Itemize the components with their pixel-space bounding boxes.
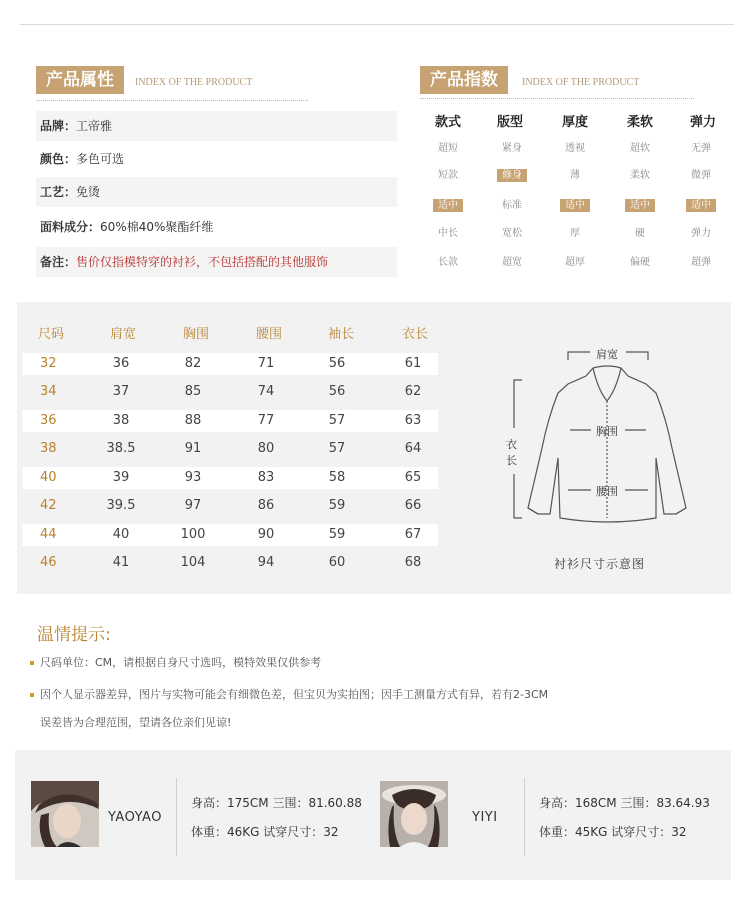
size-cell: 41 bbox=[112, 555, 130, 570]
attr-craft bbox=[36, 177, 397, 207]
index-option-selected: 适中 bbox=[418, 198, 478, 214]
index-option: 标准 bbox=[502, 200, 522, 211]
size-cell: 74 bbox=[257, 384, 275, 399]
index-option: 短款 bbox=[438, 170, 458, 181]
size-cell: 46 bbox=[40, 555, 57, 570]
model-stats-line1: 身高：168CM 三围：83.64.93 bbox=[539, 796, 710, 810]
size-header: 肩宽 bbox=[110, 327, 137, 342]
size-cell: 86 bbox=[257, 498, 275, 513]
attr-value: 60%棉40%聚酯纤维 bbox=[100, 220, 214, 234]
diagram-chest-label: 胸围 bbox=[596, 425, 618, 438]
size-cell: 40 bbox=[112, 527, 130, 542]
attr-key: 备注： bbox=[40, 255, 77, 269]
size-cell: 64 bbox=[404, 441, 422, 456]
model-photo-yiyi bbox=[380, 781, 448, 847]
attr-value: 多色可选 bbox=[76, 152, 125, 166]
index-option: 偏硬 bbox=[630, 257, 650, 268]
index-badge: 产品指数 bbox=[420, 66, 508, 94]
size-header: 胸围 bbox=[183, 327, 210, 342]
attributes-dotline bbox=[36, 100, 308, 101]
index-option: 超弹 bbox=[691, 257, 711, 268]
size-cell: 71 bbox=[257, 356, 275, 371]
size-cell: 37 bbox=[112, 384, 130, 399]
size-cell: 93 bbox=[184, 470, 202, 485]
model-stats-line2: 体重：45KG 试穿尺寸：32 bbox=[539, 825, 687, 839]
size-row bbox=[22, 467, 438, 489]
index-head: 弹力 bbox=[689, 115, 716, 130]
index-option: 中长 bbox=[438, 228, 458, 239]
diagram-length-label-1: 衣 bbox=[506, 438, 517, 451]
attr-key: 面料成分： bbox=[40, 220, 101, 234]
index-option: 紧身 bbox=[502, 143, 522, 154]
top-divider bbox=[20, 24, 734, 25]
index-option-selected: 适中 bbox=[545, 198, 605, 214]
index-dotline bbox=[420, 98, 694, 99]
attr-color bbox=[36, 144, 397, 174]
size-cell: 100 bbox=[180, 527, 206, 542]
tip-item: 尺码单位：CM，请根据自身尺寸选吗，模特效果仅供参考 bbox=[30, 654, 321, 670]
size-cell: 42 bbox=[40, 498, 57, 513]
size-cell: 77 bbox=[257, 413, 275, 428]
size-cell: 83 bbox=[257, 470, 275, 485]
size-cell: 82 bbox=[184, 356, 202, 371]
size-cell: 85 bbox=[184, 384, 202, 399]
size-cell: 91 bbox=[184, 441, 202, 456]
index-option-selected: 适中 bbox=[610, 198, 670, 214]
size-row bbox=[22, 495, 438, 517]
size-cell: 38 bbox=[112, 413, 130, 428]
size-cell: 90 bbox=[257, 527, 275, 542]
tip-continuation: 误差皆为合理范围，望请各位亲们见谅! bbox=[40, 716, 232, 729]
model-name: YIYI bbox=[472, 810, 498, 825]
diagram-waist-label: 腰围 bbox=[596, 485, 618, 498]
index-option: 长款 bbox=[438, 257, 458, 268]
size-cell: 88 bbox=[184, 413, 202, 428]
size-row bbox=[22, 524, 438, 546]
size-cell: 57 bbox=[328, 441, 346, 456]
attr-value: 售价仅指模特穿的衬衫，不包括搭配的其他服饰 bbox=[76, 255, 329, 269]
index-option: 微弹 bbox=[691, 170, 711, 181]
size-row bbox=[22, 438, 438, 460]
index-option: 超厚 bbox=[565, 257, 585, 268]
size-cell: 97 bbox=[184, 498, 202, 513]
index-option: 薄 bbox=[570, 170, 580, 181]
index-option: 无弹 bbox=[691, 143, 711, 154]
bullet-icon bbox=[30, 693, 34, 697]
size-cell: 66 bbox=[404, 498, 422, 513]
size-cell: 94 bbox=[257, 555, 275, 570]
size-cell: 39.5 bbox=[106, 498, 136, 513]
diagram-length-label-2: 长 bbox=[506, 454, 517, 467]
size-cell: 40 bbox=[40, 470, 57, 485]
index-option: 宽松 bbox=[502, 228, 522, 239]
model-divider bbox=[176, 778, 177, 856]
size-cell: 68 bbox=[404, 555, 422, 570]
size-cell: 62 bbox=[404, 384, 422, 399]
size-header: 衣长 bbox=[402, 327, 429, 342]
size-cell: 65 bbox=[404, 470, 422, 485]
size-cell: 36 bbox=[40, 413, 57, 428]
attr-fabric bbox=[36, 212, 397, 242]
size-cell: 67 bbox=[404, 527, 422, 542]
size-row bbox=[22, 410, 438, 432]
size-cell: 57 bbox=[328, 413, 346, 428]
tip-item: 因个人显示器差异，图片与实物可能会有细微色差，但宝贝为实拍图；因手工测量方式有异，若有2-3CM bbox=[30, 686, 548, 702]
size-cell: 39 bbox=[112, 470, 130, 485]
size-cell: 56 bbox=[328, 356, 346, 371]
index-option: 柔软 bbox=[630, 170, 650, 181]
size-cell: 61 bbox=[404, 356, 422, 371]
size-cell: 38 bbox=[40, 441, 57, 456]
index-subtitle: INDEX OF THE PRODUCT bbox=[522, 77, 640, 88]
size-cell: 32 bbox=[40, 356, 57, 371]
size-header: 腰围 bbox=[256, 327, 283, 342]
size-row bbox=[22, 381, 438, 403]
attributes-badge: 产品属性 bbox=[36, 66, 124, 94]
model-name: YAOYAO bbox=[108, 810, 162, 825]
bullet-icon bbox=[30, 661, 34, 665]
attr-value: 工帝雅 bbox=[76, 119, 113, 133]
size-row bbox=[22, 353, 438, 375]
size-cell: 80 bbox=[257, 441, 275, 456]
size-cell: 44 bbox=[40, 527, 57, 542]
size-cell: 59 bbox=[328, 498, 346, 513]
attr-note bbox=[36, 247, 397, 277]
index-option: 透视 bbox=[565, 143, 585, 154]
tips-title: 温情提示: bbox=[37, 625, 111, 645]
attributes-subtitle: INDEX OF THE PRODUCT bbox=[135, 77, 253, 88]
size-cell: 58 bbox=[328, 470, 346, 485]
size-row bbox=[22, 552, 438, 574]
size-cell: 34 bbox=[40, 384, 57, 399]
size-cell: 38.5 bbox=[106, 441, 136, 456]
attr-brand bbox=[36, 111, 397, 141]
model-divider bbox=[524, 778, 525, 856]
model-stats-line1: 身高：175CM 三围：81.60.88 bbox=[191, 796, 362, 810]
size-cell: 60 bbox=[328, 555, 346, 570]
index-head: 柔软 bbox=[626, 115, 653, 130]
index-head: 版型 bbox=[496, 115, 523, 130]
index-option: 厚 bbox=[570, 228, 580, 239]
attr-key: 品牌： bbox=[40, 119, 77, 133]
index-option-selected: 适中 bbox=[671, 198, 731, 214]
diagram-shoulder-label: 肩宽 bbox=[596, 348, 618, 361]
size-cell: 104 bbox=[180, 555, 206, 570]
attr-value: 免烫 bbox=[76, 185, 101, 199]
index-option: 超软 bbox=[630, 143, 650, 154]
size-cell: 63 bbox=[404, 413, 422, 428]
model-photo-yaoyao bbox=[31, 781, 99, 847]
model-stats-line2: 体重：46KG 试穿尺寸：32 bbox=[191, 825, 339, 839]
index-head: 厚度 bbox=[561, 115, 588, 130]
size-header: 尺码 bbox=[38, 327, 65, 342]
size-cell: 59 bbox=[328, 527, 346, 542]
index-option: 弹力 bbox=[691, 228, 711, 239]
diagram-caption: 衬衫尺寸示意图 bbox=[554, 557, 646, 571]
index-option: 超宽 bbox=[502, 257, 522, 268]
size-cell: 36 bbox=[112, 356, 130, 371]
index-option-selected: 修身 bbox=[482, 168, 542, 184]
index-option: 超短 bbox=[438, 143, 458, 154]
attr-key: 颜色： bbox=[40, 152, 77, 166]
index-head: 款式 bbox=[434, 115, 461, 130]
attr-key: 工艺： bbox=[40, 185, 77, 199]
size-header: 袖长 bbox=[328, 327, 355, 342]
index-option: 硬 bbox=[635, 228, 645, 239]
size-cell: 56 bbox=[328, 384, 346, 399]
